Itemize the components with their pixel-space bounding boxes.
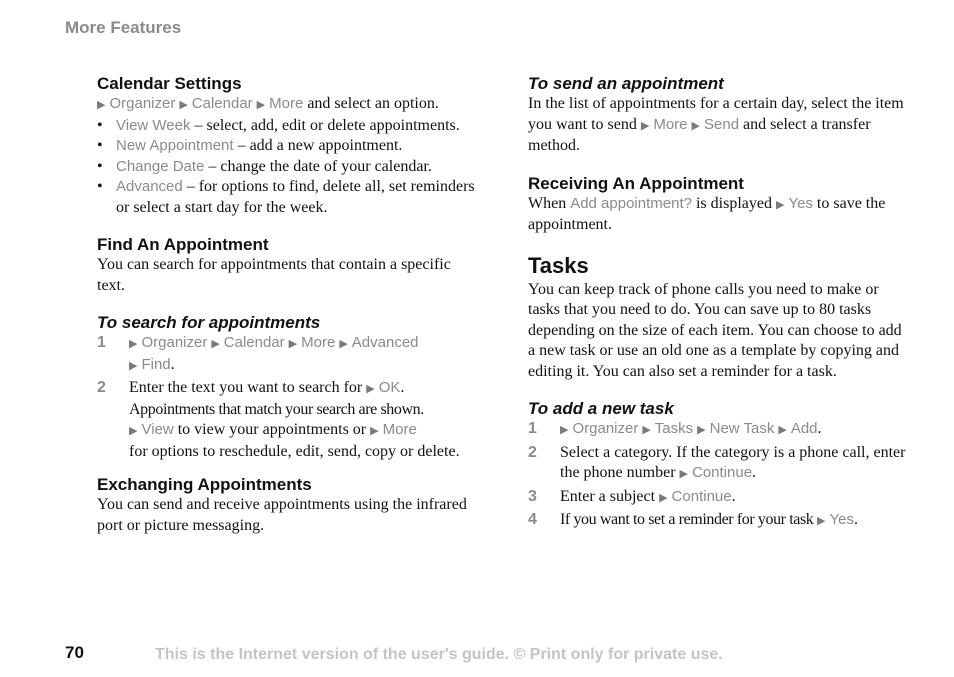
menu-view-week: View Week	[116, 116, 191, 134]
menu-organizer: Organizer	[141, 334, 208, 351]
text: and select a transfer method.	[528, 115, 871, 154]
step-text: Enter a subject	[560, 487, 660, 505]
step-number: 2	[97, 379, 106, 396]
menu-more: More	[301, 334, 336, 351]
send-appointment-text	[528, 94, 908, 157]
arrow-icon: ▶	[679, 468, 688, 480]
step-2: 2 Enter the text you want to search for ▶ OK. Appointments that match your search are shown. ▶ View to view your appointments or ▶ More for options to reschedule, edit, send, copy or delete.	[97, 379, 460, 460]
menu-view: View	[141, 421, 174, 438]
arrow-icon: ▶	[778, 424, 787, 436]
send-appointment-heading: To send an appointment	[528, 74, 724, 93]
step-number: 3	[528, 487, 537, 505]
item-text: – select, add, edit or delete appointments.	[190, 116, 460, 134]
item-text: – add a new appointment.	[233, 137, 403, 154]
page-number: 70	[65, 643, 84, 662]
step-text: Select a category. If the category is a phone call, enter the phone number	[560, 443, 906, 481]
exchanging-heading: Exchanging Appointments	[97, 475, 312, 494]
arrow-icon: ▶	[97, 99, 106, 111]
menu-new-task: New Task	[709, 420, 775, 437]
menu-calendar: Calendar	[223, 334, 285, 351]
bullet-icon: •	[97, 137, 103, 154]
step-text: Enter the text you want to search for	[129, 379, 367, 396]
step-1: 1 ▶ Organizer ▶ Tasks ▶ New Task ▶ Add.	[528, 419, 908, 441]
step-text: If you want to set a reminder for your task	[560, 511, 817, 528]
arrow-icon: ▶	[697, 424, 706, 436]
menu-continue: Continue	[692, 464, 753, 481]
step-4: 4 If you want to set a reminder for your task ▶ Yes.	[528, 510, 908, 532]
list-item	[97, 157, 477, 178]
bullet-icon: •	[97, 178, 103, 195]
arrow-icon: ▶	[129, 425, 138, 437]
find-appointment-text: You can search for appointments that contain a specific text.	[97, 256, 451, 294]
exchanging-text: You can send and receive appointments using the infrared port or picture messaging.	[97, 496, 467, 534]
menu-add: Add	[790, 420, 818, 437]
step-2: 2 Select a category. If the category is a phone call, enter the phone number ▶ Continue.	[528, 443, 906, 481]
menu-continue: Continue	[671, 487, 732, 505]
item-text: – change the date of your calendar.	[204, 157, 432, 175]
arrow-icon: ▶	[370, 425, 379, 437]
menu-advanced: Advanced	[351, 334, 419, 351]
step-text: for options to reschedule, edit, send, copy or delete.	[129, 442, 460, 460]
receiving-text	[528, 194, 908, 236]
menu-change-date: Change Date	[116, 157, 205, 175]
arrow-icon: ▶	[775, 198, 785, 211]
text: is displayed	[691, 194, 776, 212]
find-appointment-heading: Find An Appointment	[97, 235, 269, 254]
menu-more: More	[269, 95, 304, 112]
arrow-icon: ▶	[659, 491, 668, 504]
menu-calendar: Calendar	[191, 95, 253, 112]
bullet-icon: •	[97, 157, 103, 175]
list-item	[97, 136, 477, 157]
arrow-icon: ▶	[129, 338, 138, 350]
list-item	[97, 177, 477, 218]
menu-send: Send	[704, 115, 740, 133]
menu-tasks: Tasks	[654, 420, 694, 437]
tasks-text: You can keep track of phone calls you need to make or tasks that you need to do. You can save up to 80 tasks depending on the size of each item. You can choose to add a new task or use an old one as a template by copying and editing it. You can also set a reminder for a task.	[528, 280, 902, 380]
step-number: 1	[528, 420, 537, 437]
arrow-icon: ▶	[179, 99, 188, 111]
arrow-icon: ▶	[691, 119, 700, 132]
left-column	[97, 73, 477, 536]
step-3: 3 Enter a subject ▶ Continue.	[528, 487, 908, 509]
bullet-icon: •	[97, 116, 103, 134]
step-number: 4	[528, 511, 537, 528]
step-text: to view your appointments or	[173, 421, 371, 438]
arrow-icon: ▶	[288, 338, 298, 350]
arrow-icon: ▶	[640, 119, 650, 132]
arrow-icon: ▶	[642, 424, 651, 436]
step-1: 1 ▶ Organizer ▶ Calendar ▶ More ▶ Advanced ▶ Find.	[97, 334, 419, 373]
path-suffix: and select an option.	[307, 95, 439, 112]
arrow-icon: ▶	[817, 515, 826, 527]
menu-more: More	[382, 421, 417, 438]
search-steps	[97, 333, 477, 462]
text: to save the appointment.	[528, 194, 886, 233]
menu-find: Find	[141, 355, 171, 373]
arrow-icon: ▶	[211, 338, 220, 350]
tasks-heading: Tasks	[528, 252, 589, 278]
menu-organizer: Organizer	[572, 420, 639, 437]
item-text: – for options to find, delete all, set reminders or select a start day for the week.	[116, 178, 475, 216]
menu-more: More	[653, 115, 688, 133]
calendar-options-list	[97, 116, 477, 219]
arrow-icon: ▶	[366, 383, 375, 395]
calendar-settings-path	[97, 94, 477, 116]
text: When	[528, 194, 571, 212]
footer-note: This is the Internet version of the user's guide. © Print only for private use.	[155, 646, 723, 663]
arrow-icon: ▶	[560, 424, 569, 436]
receiving-heading: Receiving An Appointment	[528, 173, 744, 193]
menu-ok: OK	[378, 379, 401, 396]
menu-yes: Yes	[788, 194, 813, 212]
menu-add-appointment: Add appointment?	[570, 194, 692, 212]
right-column	[528, 73, 908, 534]
menu-yes: Yes	[829, 511, 854, 528]
arrow-icon: ▶	[256, 99, 266, 111]
step-text: Appointments that match your search are shown.	[129, 400, 424, 418]
arrow-icon: ▶	[339, 338, 348, 350]
step-number: 1	[97, 334, 106, 351]
add-task-heading: To add a new task	[528, 399, 674, 418]
list-item	[97, 116, 477, 137]
arrow-icon: ▶	[129, 359, 138, 372]
section-header: More Features	[65, 18, 182, 37]
menu-new-appointment: New Appointment	[116, 137, 234, 154]
search-appointments-heading: To search for appointments	[97, 313, 321, 332]
text: In the list of appointments for a certain day, select the item you want to send	[528, 95, 904, 133]
calendar-settings-heading: Calendar Settings	[97, 74, 242, 93]
menu-organizer: Organizer	[109, 95, 176, 112]
menu-advanced: Advanced	[116, 178, 183, 195]
add-task-steps	[528, 419, 908, 532]
step-number: 2	[528, 443, 537, 461]
